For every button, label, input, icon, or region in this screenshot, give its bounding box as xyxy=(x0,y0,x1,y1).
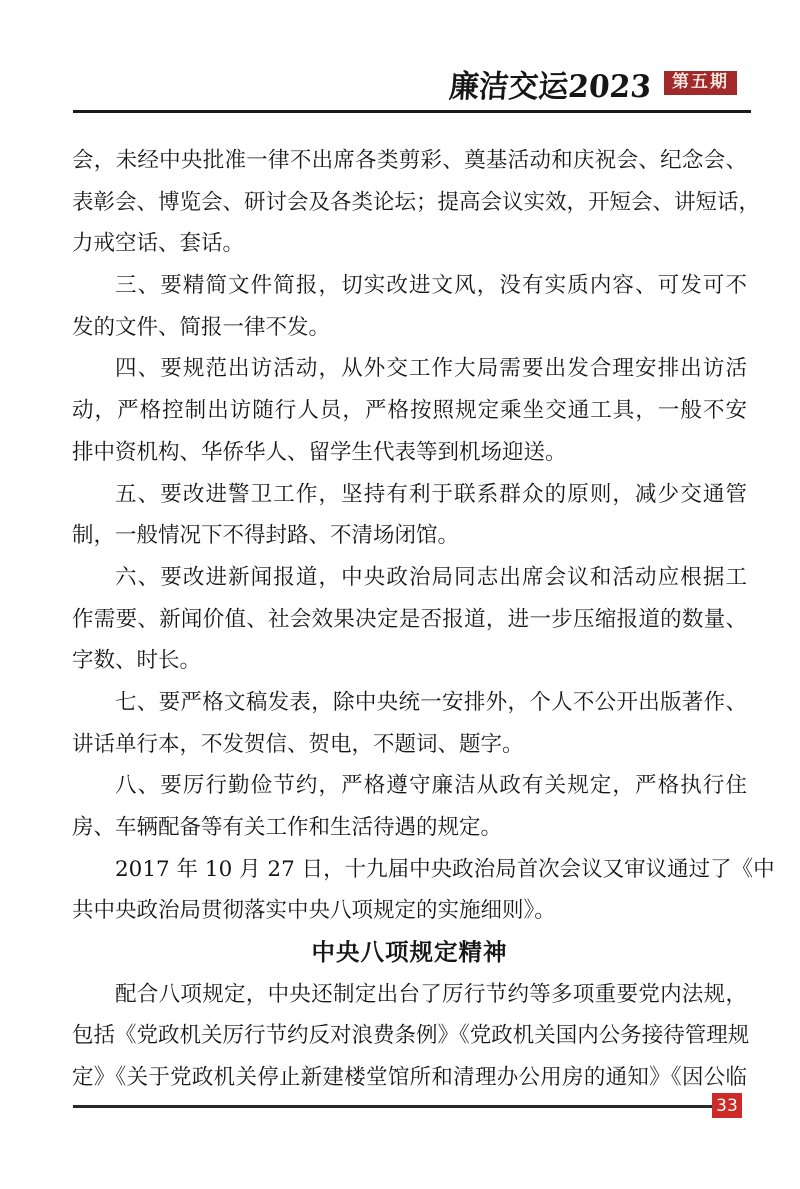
text-line: 三、要精简文件简报，切实改进文风，没有实质内容、可发可不 xyxy=(115,273,747,299)
text-line: 发的文件、简报一律不发。 xyxy=(72,314,331,340)
text-line: 七、要严格文稿发表，除中央统一安排外，个人不公开出版著作、 xyxy=(115,689,747,715)
footer-rule xyxy=(73,1105,712,1108)
page-number-badge: 33 xyxy=(712,1093,742,1118)
text-line: 共中央政治局贯彻落实中央八项规定的实施细则》。 xyxy=(72,898,556,924)
text-line: 作需要、新闻价值、社会效果决定是否报道，进一步压缩报道的数量、 xyxy=(72,606,747,632)
text-line: 配合八项规定，中央还制定出台了厉行节约等多项重要党内法规， xyxy=(115,981,747,1007)
issue-badge: 第五期 xyxy=(664,71,737,95)
document-body xyxy=(72,140,775,1099)
text-line: 力戒空话、套话。 xyxy=(72,231,245,257)
text-line: 四、要规范出访活动，从外交工作大局需要出发合理安排出访活 xyxy=(115,356,747,382)
text-line: 动，严格控制出访随行人员，严格按照规定乘坐交通工具，一般不安 xyxy=(72,398,747,424)
text-line: 包括《党政机关厉行节约反对浪费条例》《党政机关国内公务接待管理规 xyxy=(72,1023,750,1049)
text-line: 房、车辆配备等有关工作和生活待遇的规定。 xyxy=(72,815,503,840)
text-line: 会，未经中央批准一律不出席各类剪彩、奠基活动和庆祝会、纪念会、 xyxy=(72,148,747,173)
header-rule xyxy=(73,110,751,113)
text-line: 八、要厉行勤俭节约，严格遵守廉洁从政有关规定，严格执行住 xyxy=(115,773,747,799)
text-line: 讲话单行本，不发贺信、贺电，不题词、题字。 xyxy=(72,731,524,757)
text-line: 六、要改进新闻报道，中央政治局同志出席会议和活动应根据工 xyxy=(115,564,747,590)
text-line: 五、要改进警卫工作，坚持有利于联系群众的原则，减少交通管 xyxy=(115,481,747,507)
page-header xyxy=(441,62,737,104)
text-line: 字数、时长。 xyxy=(72,648,202,674)
text-line: 表彰会、博览会、研讨会及各类论坛；提高会议实效，开短会、讲短话， xyxy=(72,189,761,215)
text-line: 2017 年 10 月 27 日，十九届中央政治局首次会议又审议通过了《中 xyxy=(115,856,775,882)
section-heading: 中央八项规定精神 xyxy=(311,938,508,967)
text-line: 制，一般情况下不得封路、不清场闭馆。 xyxy=(72,523,460,549)
text-line: 定》《关于党政机关停止新建楼堂馆所和清理办公用房的通知》《因公临 xyxy=(72,1065,747,1091)
text-line: 排中资机构、华侨华人、留学生代表等到机场迎送。 xyxy=(72,439,567,465)
masthead-title: 廉洁交运2023 xyxy=(447,68,653,105)
